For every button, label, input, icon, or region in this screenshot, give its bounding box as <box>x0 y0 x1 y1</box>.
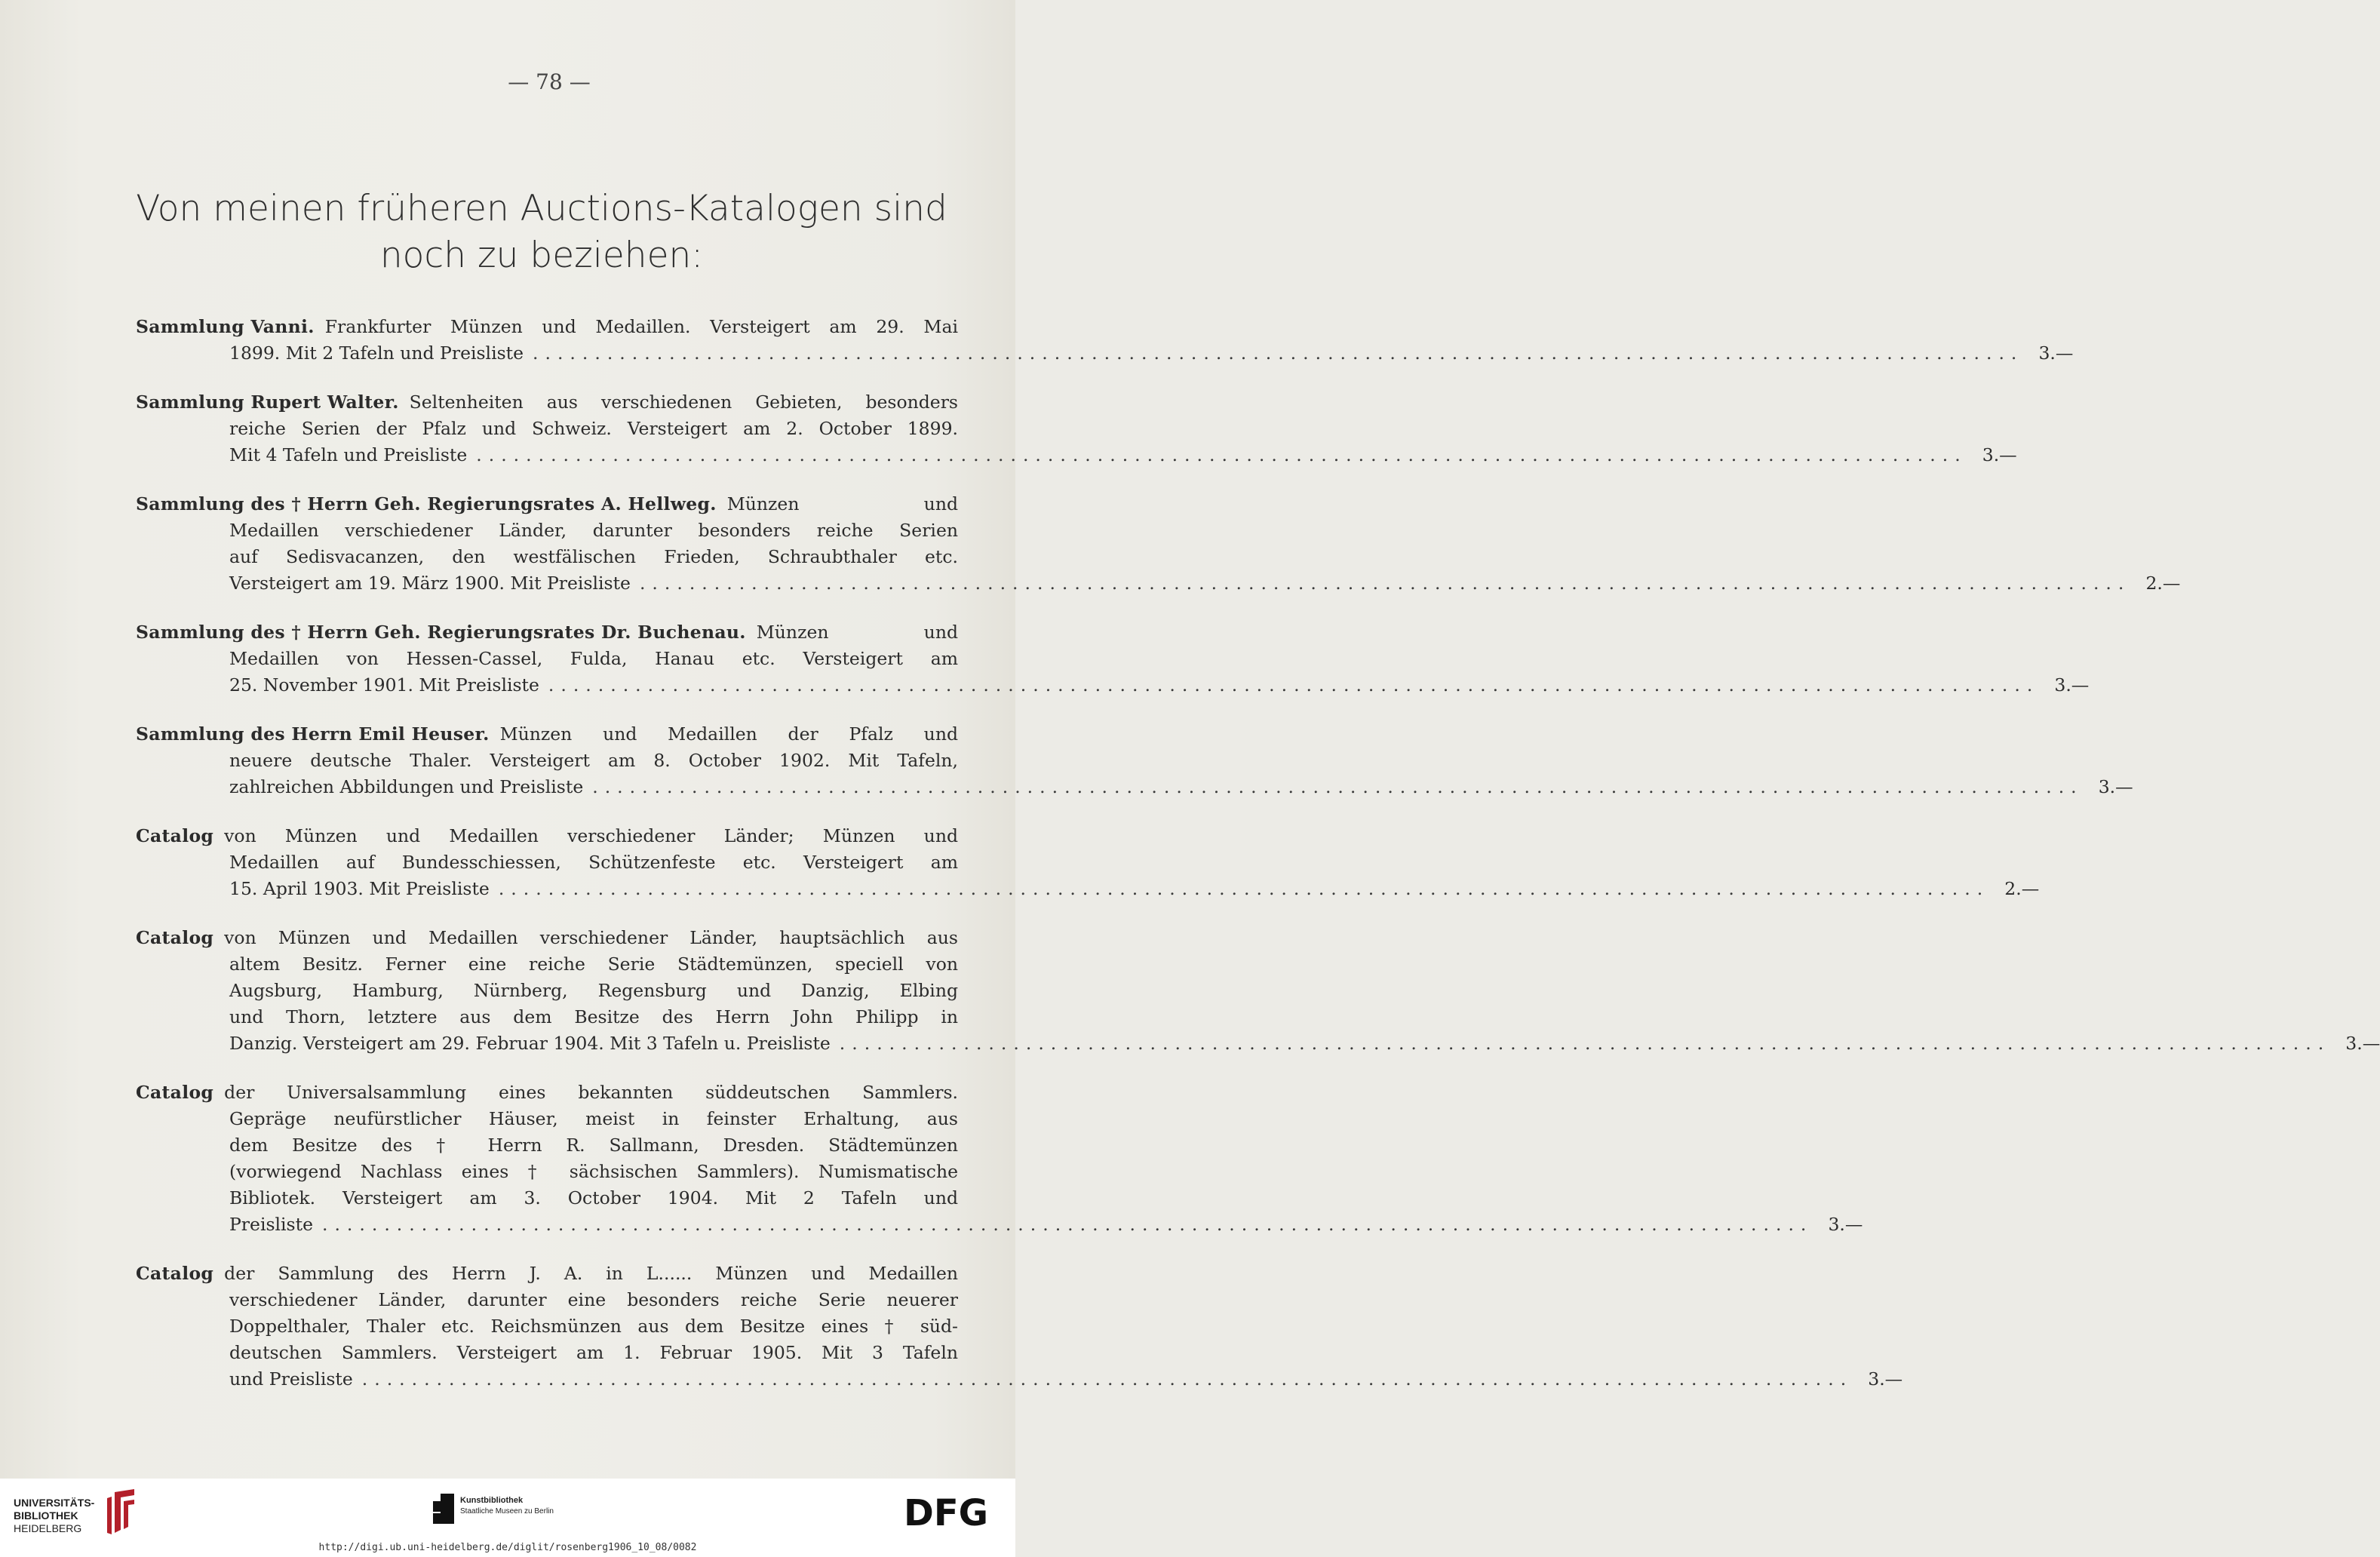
entry-title: Sammlung des † Herrn Geh. Regierungsrates A. Hellweg. <box>136 493 717 514</box>
entry-title: Catalog <box>136 927 214 948</box>
entry-title: Catalog <box>136 825 214 846</box>
entry-text: von Münzen und Medaillen verschiedener Länder; Münzen und <box>224 825 958 846</box>
catalog-entry <box>136 1079 1863 1238</box>
entry-text: von Münzen und Medaillen verschiedener Länder, hauptsächlich aus <box>224 927 958 948</box>
entry-text: Frankfurter Münzen und Medaillen. Versteigert am 29. Mai <box>324 316 958 337</box>
entry-text: (vorwiegend Nachlass eines † sächsischen Sammlers). Numismatische <box>229 1161 958 1182</box>
entry-text: zahlreichen Abbildungen und Preisliste <box>229 776 584 797</box>
entry-text: Gepräge neufürstlicher Häuser, meist in feinster Erhaltung, aus <box>229 1108 958 1129</box>
source-url[interactable]: http://digi.ub.uni-heidelberg.de/diglit/rosenberg1906_10_08/0082 <box>318 1542 697 1553</box>
entry-text: Mit 4 Tafeln und Preisliste <box>229 444 468 465</box>
entry-text: Augsburg, Hamburg, Nürnberg, Regensburg und Danzig, Elbing <box>229 980 958 1001</box>
entry-text: 1899. Mit 2 Tafeln und Preisliste <box>229 342 524 364</box>
catalog-entry <box>136 925 2380 1057</box>
entry-line <box>136 442 2017 468</box>
footer-bar <box>0 1479 1015 1557</box>
entry-title: Catalog <box>136 1082 214 1103</box>
dfg-logo-text: DFG <box>904 1492 989 1534</box>
catalog-list <box>136 314 2380 1415</box>
entry-text: Preisliste <box>229 1214 313 1235</box>
entry-line <box>136 876 2040 902</box>
catalog-entry <box>136 823 2040 902</box>
entry-title: Catalog <box>136 1263 214 1284</box>
entry-line <box>136 951 958 978</box>
university-library-logo[interactable] <box>14 1497 94 1535</box>
dfg-logo-icon[interactable] <box>904 1492 999 1534</box>
page-number: — 78 — <box>508 69 591 94</box>
entry-text: der Universalsammlung eines bekannten süddeutschen Sammlers. <box>224 1082 958 1103</box>
dot-leader: ........................................................................................................................ <box>839 1033 2331 1054</box>
catalog-entry <box>136 389 2017 468</box>
dot-leader: ........................................................................................................................ <box>361 1368 1853 1390</box>
entry-line <box>136 570 2181 597</box>
entry-line <box>136 1079 958 1106</box>
heading-line-2: noch zu beziehen: <box>379 235 704 276</box>
entry-text: der Sammlung des Herrn J. A. in L...... Münzen und Medaillen <box>224 1263 958 1284</box>
entry-line <box>136 340 2074 367</box>
entry-text: verschiedener Länder, darunter eine besonders reiche Serie neuerer <box>229 1289 958 1310</box>
entry-line <box>136 1212 1863 1238</box>
entry-line <box>136 1366 1903 1393</box>
entry-price: 3.— <box>1982 444 2017 465</box>
entry-text: 25. November 1901. Mit Preisliste <box>229 674 539 696</box>
dot-leader: ........................................................................................................................ <box>548 674 2040 696</box>
entry-price: 3.— <box>2345 1033 2380 1054</box>
entry-line <box>136 748 958 774</box>
entry-price: 2.— <box>2145 573 2181 594</box>
entry-text: Seltenheiten aus verschiedenen Gebieten, besonders <box>409 392 958 413</box>
kunstbibliothek-subtitle: Staatliche Museen zu Berlin <box>460 1507 554 1516</box>
entry-line <box>136 1159 958 1185</box>
entry-line <box>136 416 958 442</box>
entry-line <box>136 672 2090 699</box>
entry-price: 3.— <box>2038 342 2074 364</box>
entry-line <box>136 1313 958 1340</box>
university-logo-line: BIBLIOTHEK <box>14 1509 78 1522</box>
dot-leader: ........................................................................................................................ <box>592 776 2084 797</box>
heading-line-1: Von meinen früheren Auctions-Katalogen sind <box>136 188 947 229</box>
entry-line <box>136 619 958 646</box>
page-heading <box>136 186 947 279</box>
entry-title: Sammlung des † Herrn Geh. Regierungsrates Dr. Buchenau. <box>136 622 746 643</box>
catalog-entry <box>136 619 2090 699</box>
entry-text: deutschen Sammlers. Versteigert am 1. Februar 1905. Mit 3 Tafeln <box>229 1342 958 1363</box>
entry-line <box>136 978 958 1004</box>
entry-text: Medaillen verschiedener Länder, darunter besonders reiche Serien <box>229 520 958 541</box>
entry-text: Versteigert am 19. März 1900. Mit Preisliste <box>229 573 631 594</box>
entry-text: und Thorn, letztere aus dem Besitze des Herrn John Philipp in <box>229 1006 958 1027</box>
entry-line <box>136 823 958 849</box>
dot-leader: ........................................................................................................................ <box>321 1214 1813 1235</box>
dot-leader: ........................................................................................................................ <box>533 342 2024 364</box>
entry-text: Danzig. Versteigert am 29. Februar 1904. Mit 3 Tafeln u. Preisliste <box>229 1033 831 1054</box>
entry-price: 2.— <box>2004 878 2040 899</box>
dot-leader: ........................................................................................................................ <box>498 878 1990 899</box>
entry-line <box>136 1185 958 1212</box>
entry-text: Münzen und <box>756 622 958 643</box>
dot-leader: ........................................................................................................................ <box>476 444 1967 465</box>
entry-line <box>136 1106 958 1132</box>
entry-text: auf Sedisvacanzen, den westfälischen Frieden, Schraubthaler etc. <box>229 546 958 567</box>
entry-text: Bibliotek. Versteigert am 3. October 1904. Mit 2 Tafeln und <box>229 1187 958 1208</box>
entry-text: und Preisliste <box>229 1368 353 1390</box>
entry-price: 3.— <box>1868 1368 1903 1390</box>
kunstbibliothek-logo-icon <box>433 1494 456 1525</box>
dot-leader: ........................................................................................................................ <box>639 573 2131 594</box>
entry-text: Doppelthaler, Thaler etc. Reichsmünzen aus dem Besitze eines † süd- <box>229 1316 958 1337</box>
catalog-entry <box>136 721 2133 800</box>
university-logo-line: HEIDELBERG <box>14 1522 82 1534</box>
entry-price: 3.— <box>2054 674 2090 696</box>
entry-text: altem Besitz. Ferner eine reiche Serie Städtemünzen, speciell von <box>229 954 958 975</box>
entry-text: Medaillen auf Bundesschiessen, Schützenfeste etc. Versteigert am <box>229 852 958 873</box>
entry-line <box>136 849 958 876</box>
entry-line <box>136 517 958 544</box>
catalog-entry <box>136 1261 1903 1393</box>
entry-line <box>136 1030 2380 1057</box>
kunstbibliothek-title: Kunstbibliothek <box>460 1496 524 1505</box>
entry-line <box>136 1287 958 1313</box>
entry-line <box>136 774 2133 800</box>
catalog-entry <box>136 491 2181 597</box>
entry-price: 3.— <box>1828 1214 1863 1235</box>
entry-line <box>136 1004 958 1030</box>
entry-text: 15. April 1903. Mit Preisliste <box>229 878 490 899</box>
entry-line <box>136 925 958 951</box>
entry-text: dem Besitze des † Herrn R. Sallmann, Dresden. Städtemünzen <box>229 1135 958 1156</box>
entry-line <box>136 1340 958 1366</box>
kunstbibliothek-label[interactable] <box>460 1495 554 1517</box>
entry-line <box>136 721 958 748</box>
entry-text: Münzen und <box>726 493 958 514</box>
entry-text: Münzen und Medaillen der Pfalz und <box>499 723 958 745</box>
entry-line <box>136 491 958 517</box>
entry-text: Medaillen von Hessen-Cassel, Fulda, Hanau etc. Versteigert am <box>229 648 958 669</box>
entry-price: 3.— <box>2098 776 2133 797</box>
entry-title: Sammlung des Herrn Emil Heuser. <box>136 723 490 745</box>
entry-line <box>136 1261 958 1287</box>
university-mark-icon <box>104 1488 139 1536</box>
entry-title: Sammlung Rupert Walter. <box>136 392 399 413</box>
entry-line <box>136 544 958 570</box>
entry-line <box>136 314 958 340</box>
entry-title: Sammlung Vanni. <box>136 316 315 337</box>
catalog-entry <box>136 314 2074 367</box>
entry-text: reiche Serien der Pfalz und Schweiz. Versteigert am 2. October 1899. <box>229 418 958 439</box>
entry-line <box>136 646 958 672</box>
entry-text: neuere deutsche Thaler. Versteigert am 8. October 1902. Mit Tafeln, <box>229 750 958 771</box>
entry-line <box>136 1132 958 1159</box>
entry-line <box>136 389 958 416</box>
university-logo-line: UNIVERSITÄTS- <box>14 1497 95 1509</box>
